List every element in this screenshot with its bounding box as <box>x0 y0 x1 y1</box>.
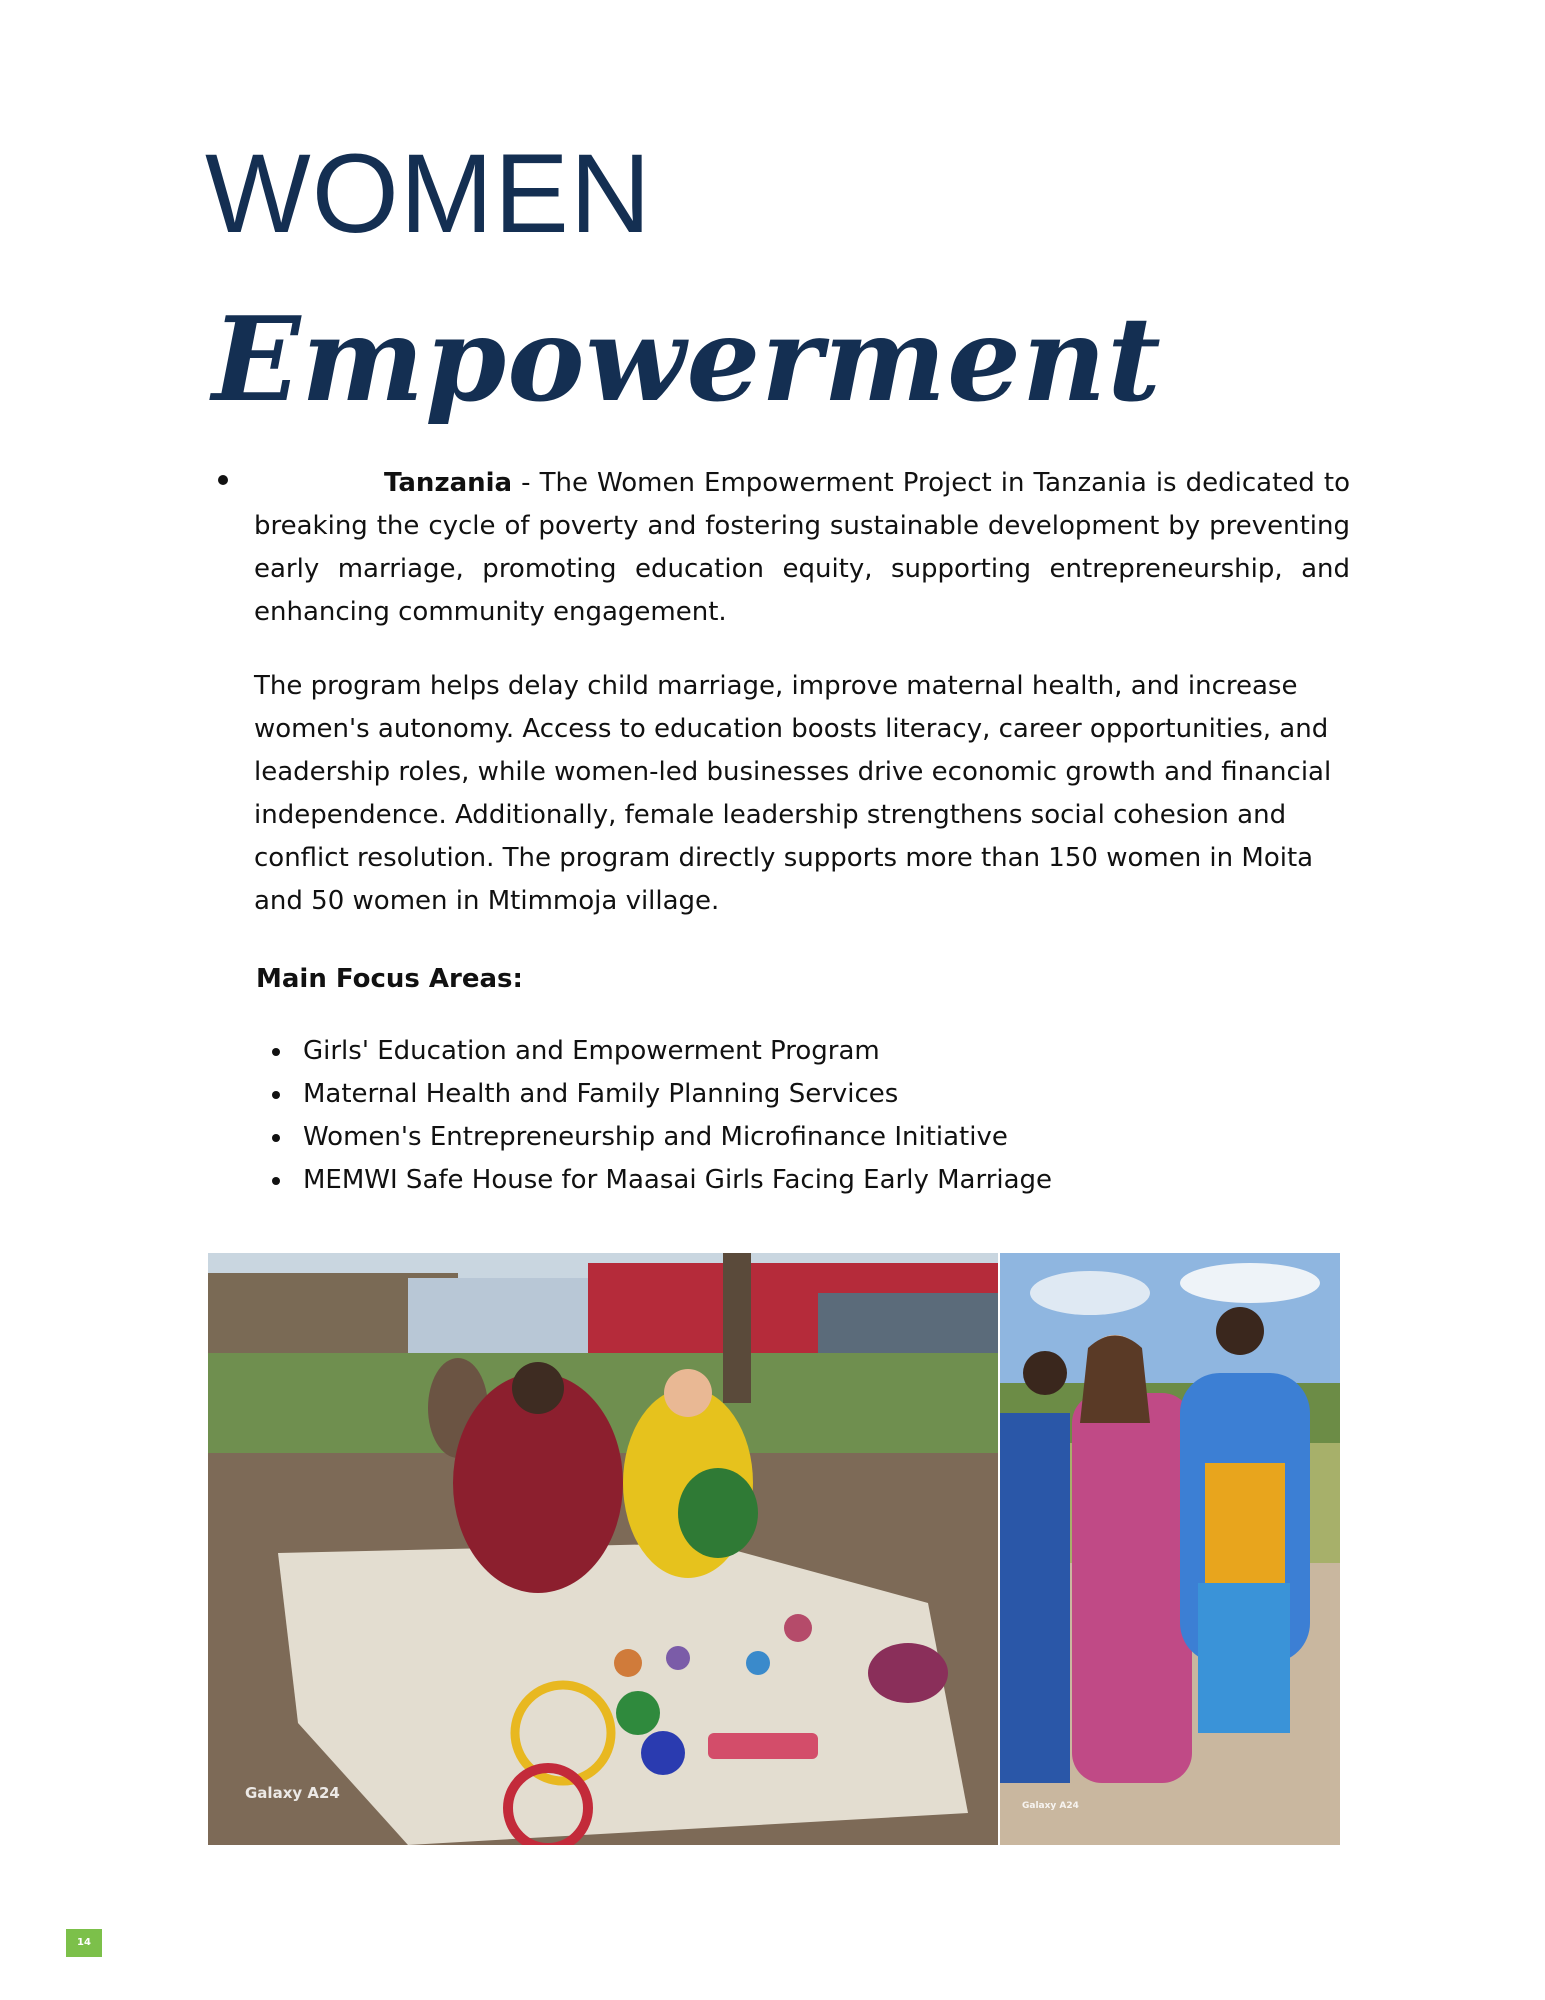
portrait-photo <box>1000 1253 1340 1845</box>
page-subtitle: Empowerment <box>212 292 1162 428</box>
portrait-photo-illustration <box>1000 1253 1340 1845</box>
beadwork-photo-illustration <box>208 1253 998 1845</box>
program-paragraph: The program helps delay child marriage, improve maternal health, and increase women's autonomy. Access to education boosts literacy, career opportunities, and leadership roles, while women-led businesses drive economic growth and financial independence. Additionally, female leadership strengthens social cohesion and conflict resolution. The program directly supports more than 150 women in Moita and 50 women in Mtimmoja village. <box>254 671 1332 916</box>
list-item: MEMWI Safe House for Maasai Girls Facing Early Marriage <box>270 1159 1052 1202</box>
list-item: Girls' Education and Empowerment Program <box>270 1030 1052 1073</box>
focus-heading: Main Focus Areas: <box>256 964 523 994</box>
focus-list <box>270 1030 1052 1202</box>
intro-text: - The Women Empowerment Project in Tanzania is dedicated to breaking the cycle of poverty and fostering sustainable development by preventing early marriage, promoting education equity, supporting entrepreneurship, and enhancing community engagement. <box>254 468 1350 627</box>
bullet-icon <box>272 1048 280 1056</box>
intro-paragraph <box>254 462 1350 634</box>
list-item: Women's Entrepreneurship and Microfinance Initiative <box>270 1116 1052 1159</box>
intro-lead: Tanzania <box>384 468 513 498</box>
bullet-icon <box>272 1177 280 1185</box>
list-item: Maternal Health and Family Planning Services <box>270 1073 1052 1116</box>
camera-watermark: Galaxy A24 <box>1022 1801 1079 1811</box>
bullet-icon <box>272 1134 280 1142</box>
bullet-icon <box>218 475 228 485</box>
page-title: WOMEN <box>205 131 652 256</box>
camera-watermark: Galaxy A24 <box>245 1784 340 1802</box>
bullet-icon <box>272 1091 280 1099</box>
beadwork-photo <box>208 1253 998 1845</box>
page-number-badge: 14 <box>66 1929 102 1957</box>
